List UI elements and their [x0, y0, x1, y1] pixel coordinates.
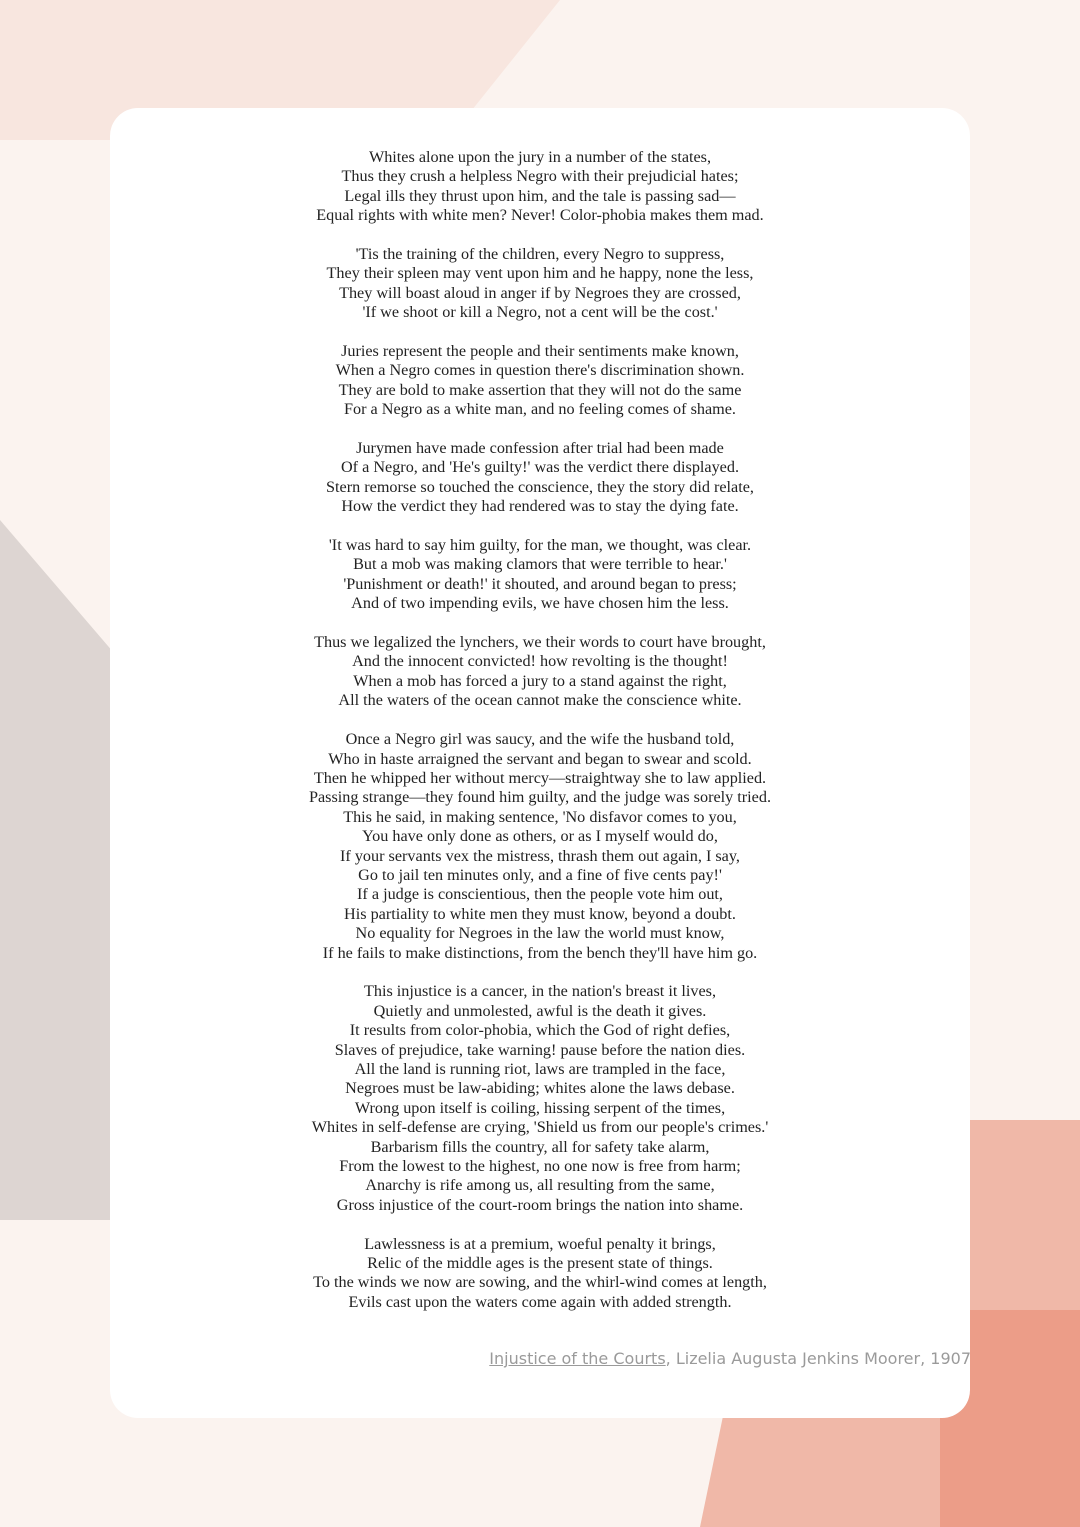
poem-text — [0, 148, 1080, 1332]
poem-line: 'It was hard to say him guilty, for the man, we thought, was clear. — [328, 536, 752, 555]
poem-line: If your servants vex the mistress, thrash them out again, I say, — [340, 846, 740, 865]
poem-line: It results from color-phobia, which the God of right defies, — [349, 1021, 731, 1040]
poem-line: Who in haste arraigned the servant and began to swear and scold. — [328, 749, 752, 768]
poem-line: This injustice is a cancer, in the nation's breast it lives, — [363, 982, 716, 1001]
poem-line: If a judge is conscientious, then the people vote him out, — [357, 885, 723, 904]
stanza — [0, 439, 1080, 517]
stanza — [0, 633, 1080, 711]
poem-line: Stern remorse so touched the conscience, they the story did relate, — [326, 477, 754, 496]
poem-line: Lawlessness is at a premium, woeful penalty it brings, — [364, 1234, 716, 1253]
poem-line: You have only done as others, or as I myself would do, — [362, 827, 718, 846]
poem-line: Then he whipped her without mercy—straightway she to law applied. — [313, 768, 767, 787]
poem-line: Barbarism fills the country, all for safety take alarm, — [370, 1137, 710, 1156]
poem-line: Gross injustice of the court-room brings the nation into shame. — [336, 1195, 744, 1214]
attribution — [489, 1349, 971, 1368]
stanza — [0, 1235, 1080, 1313]
stanza — [0, 342, 1080, 420]
poem-line: This he said, in making sentence, 'No disfavor comes to you, — [343, 807, 737, 826]
poem-line: Passing strange—they found him guilty, and the judge was sorely tried. — [308, 788, 771, 807]
poem-line: Thus they crush a helpless Negro with their prejudicial hates; — [341, 167, 739, 186]
poem-line: Of a Negro, and 'He's guilty!' was the verdict there displayed. — [340, 458, 740, 477]
poem-line: And of two impending evils, we have chosen him the less. — [351, 594, 729, 613]
poem-line: They will boast aloud in anger if by Negroes they are crossed, — [339, 283, 741, 302]
poem-line: Wrong upon itself is coiling, hissing serpent of the times, — [354, 1098, 726, 1117]
poem-line: Thus we legalized the lynchers, we their words to court have brought, — [314, 633, 766, 652]
poem-line: 'Punishment or death!' it shouted, and around began to press; — [343, 574, 737, 593]
poem-line: To the winds we now are sowing, and the whirl-wind comes at length, — [313, 1273, 767, 1292]
poem-line: 'If we shoot or kill a Negro, not a cent will be the cost.' — [362, 303, 718, 322]
attribution-author-year: , Lizelia Augusta Jenkins Moorer, 1907 — [665, 1349, 971, 1368]
poem-line: Jurymen have made confession after trial had been made — [356, 439, 724, 458]
poem-line: From the lowest to the highest, no one now is free from harm; — [339, 1157, 741, 1176]
poem-line: All the waters of the ocean cannot make the conscience white. — [338, 691, 742, 710]
poem-line: Whites alone upon the jury in a number of the states, — [368, 148, 712, 166]
poem-line: But a mob was making clamors that were terrible to hear.' — [353, 555, 727, 574]
poem-line: Once a Negro girl was saucy, and the wife the husband told, — [345, 730, 735, 749]
poem-line: 'Tis the training of the children, every Negro to suppress, — [355, 245, 725, 264]
poem-line: Equal rights with white men? Never! Color-phobia makes them mad. — [316, 206, 764, 225]
poem-line: If he fails to make distinctions, from the bench they'll have him go. — [322, 943, 758, 962]
poem-line: Whites in self-defense are crying, 'Shield us from our people's crimes.' — [311, 1118, 769, 1137]
stanza — [0, 245, 1080, 323]
poem-line: They their spleen may vent upon him and he happy, none the less, — [326, 264, 754, 283]
poem-line: Anarchy is rife among us, all resulting from the same, — [365, 1176, 715, 1195]
poem-line: They are bold to make assertion that they will not do the same — [338, 380, 742, 399]
stanza — [0, 982, 1080, 1215]
poem-line: Juries represent the people and their sentiments make known, — [341, 342, 739, 361]
poem-line: Evils cast upon the waters come again with added strength. — [348, 1292, 732, 1311]
poem-line: All the land is running riot, laws are trampled in the face, — [354, 1059, 726, 1078]
poem-line: Negroes must be law-abiding; whites alone the laws debase. — [345, 1079, 735, 1098]
poem-line: And the innocent convicted! how revolting is the thought! — [352, 652, 728, 671]
poem-line: When a Negro comes in question there's discrimination shown. — [335, 361, 745, 380]
poem-line: Go to jail ten minutes only, and a fine of five cents pay!' — [358, 865, 722, 884]
poem-line: Slaves of prejudice, take warning! pause before the nation dies. — [334, 1040, 746, 1059]
poem-line: His partiality to white men they must know, beyond a doubt. — [344, 904, 736, 923]
stanza — [0, 148, 1080, 226]
poem-line: How the verdict they had rendered was to stay the dying fate. — [341, 497, 739, 516]
poem-line: No equality for Negroes in the law the world must know, — [355, 924, 725, 943]
poem-line: Relic of the middle ages is the present state of things. — [367, 1254, 713, 1273]
stanza — [0, 730, 1080, 963]
poem-line: Legal ills they thrust upon him, and the tale is passing sad— — [344, 186, 736, 205]
poem-title-link[interactable]: Injustice of the Courts — [489, 1349, 666, 1368]
poem-line: When a mob has forced a jury to a stand against the right, — [353, 671, 727, 690]
poem-line: Quietly and unmolested, awful is the death it gives. — [373, 1001, 707, 1020]
stanza — [0, 536, 1080, 614]
poem-line: For a Negro as a white man, and no feeling comes of shame. — [344, 400, 736, 419]
